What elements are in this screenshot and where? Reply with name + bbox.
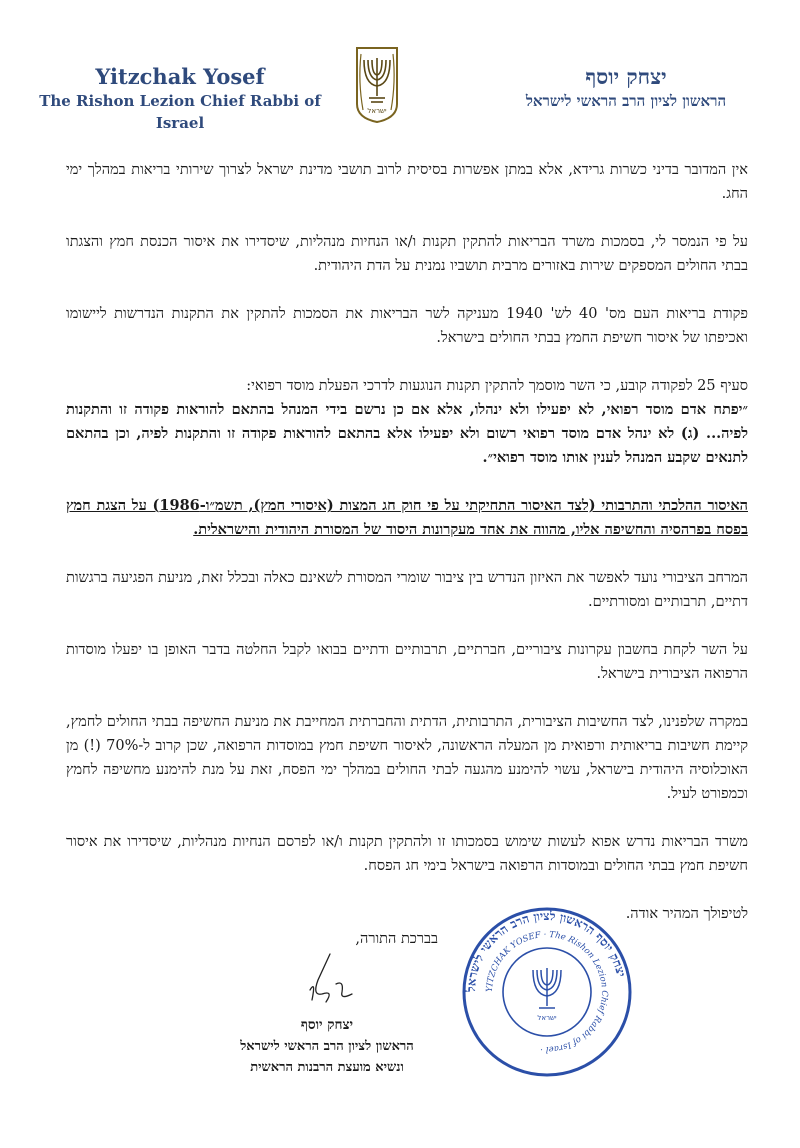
signer-title: הראשון לציון הרב הראשי לישראל [240,1039,414,1054]
quoted-regulation: ״יפתח אדם מוסד רפואי, לא יפעילו ולא ינהלו, אלא אם כן נרשם בידי המנהל בהתאם להוראות פקודה זו והתקנות לפיה... (ג) לא ינהל אדם מוסד רפואי רשום ולא יפעילו אלא בהתאם להוראות פקודה זו והתקנות לפיה, וכן בהתאם לתנאים שקבע המנהל לענין אותו מוסד רפואי״. [66,401,748,466]
letterhead-english [30,64,330,134]
emblem-label: ישראל [367,107,387,115]
sender-name-english: Yitzchak Yosef [95,64,265,89]
paragraph: משרד הבריאות נדרש אפוא לעשות שימוש בסמכותו זו ולהתקין תקנות ו/או לפרסם הנחיות מנהליות, שיסדירו את איסור חשיפת חמץ בבתי החולים ובמוסדות הרפואה בישראל בימי חג הפסח. [66,834,748,874]
letter-body [66,158,748,950]
official-stamp [461,906,633,1078]
stamp-menorah-icon [533,968,561,1008]
paragraph: במקרה שלפנינו, לצד החשיבות הציבורית, התרבותית, הדתית והחברתית המחייבת את מניעת החשיפה בבתי החולים לחמץ, קיימת חשיבות בריאותית ורפואית מן המעלה הראשונה, לאיסור חשיפת חמץ במוסדות הרפואה, שכן קרוב ל-70% (!) מן האוכלוסיה היהודית בישראל, עשוי להימנע מהגעה לבתי החולים במהלך ימי הפסח, זאת על מנת להימנע מחשיפה לחמץ וכמפורט לעיל. [66,714,749,802]
signature-blessing: בברכת התורה, [355,931,438,947]
stamp-english-ring: YITZCHAK YOSEF · The Rishon Lezion Chief Rabbi of Israel · [484,929,610,1055]
menorah-emblem-icon [353,44,401,124]
paragraph: על השר לקחת בחשבון עקרונות ציבוריים, חברתיים, תרבותיים ודתיים בבואו לקבל החלטה בדבר האופן בו יפעלו מוסדות הרפואה הציבורית בישראל. [66,642,748,682]
letterhead-hebrew [476,64,776,112]
signer-title-secondary: ונשיא מועצת הרבנות הראשית [250,1060,404,1075]
closing-line: לטיפולך המהיר אודה. [625,906,748,922]
handwritten-signature [212,950,442,1010]
stamp-emblem-label: ישראל [537,1014,557,1022]
paragraph: פקודת בריאות העם מס' 40 לש' 1940 מעניקה לשר הבריאות את הסמכות להתקין את התקנות הנדרשות ליישומו ואכיפתו של איסור חשיפת החמץ בבתי החולים בישראל. [66,306,748,346]
paragraph-intro: סעיף 25 לפקודה קובע, כי השר מוסמך להתקין תקנות הנוגעות לדרכי הפעלת מוסד רפואי: [246,378,748,394]
paragraph: על פי הנמסר לי, בסמכות משרד הבריאות להתקין תקנות ו/או הנחיות מנהליות, שיסדירו את איסור הכנסת חמץ והצגתו בבתי החולים המספקים שירות באזורים מרבית תושביו נמנית על הדת היהודית. [66,234,748,274]
stamp-hebrew-ring: יצחק יוסף הראשון לציון הרב הראשי לישראל [463,908,629,993]
underlined-paragraph: האיסור ההלכתי והתרבותי (לצד האיסור התחיקתי על פי חוק חג המצות (איסורי חמץ), תשמ״ו-1986) על הצגת חמץ בפסח בפרהסיה והחשיפה אליו, מהווה את אחד מעקרונות היסוד של המסורת היהודית והישראלית. [66,497,748,538]
sender-name-hebrew: יצחק יוסף [585,64,667,89]
sender-title-english: The Rishon Lezion Chief Rabbi of Israel [39,92,321,132]
paragraph: המרחב הציבורי נועד לאפשר את האיזון הנדרש בין ציבור שומרי המסורת לשאינם כאלה ובכלל זאת, מניעת הפגיעה ברגשות דתיים, תרבותיים ומסורתיים. [66,570,748,610]
sender-title-hebrew: הראשון לציון הרב הראשי לישראל [525,92,727,110]
signature-block [212,928,442,1078]
signer-name: יצחק יוסף [300,1017,354,1033]
paragraph: אין המדובר בדיני כשרות גרידא, אלא במתן אפשרות בסיסית לרוב תושבי מדינת ישראל לצרוך שירותי בריאות במהלך ימי החג. [66,162,748,202]
